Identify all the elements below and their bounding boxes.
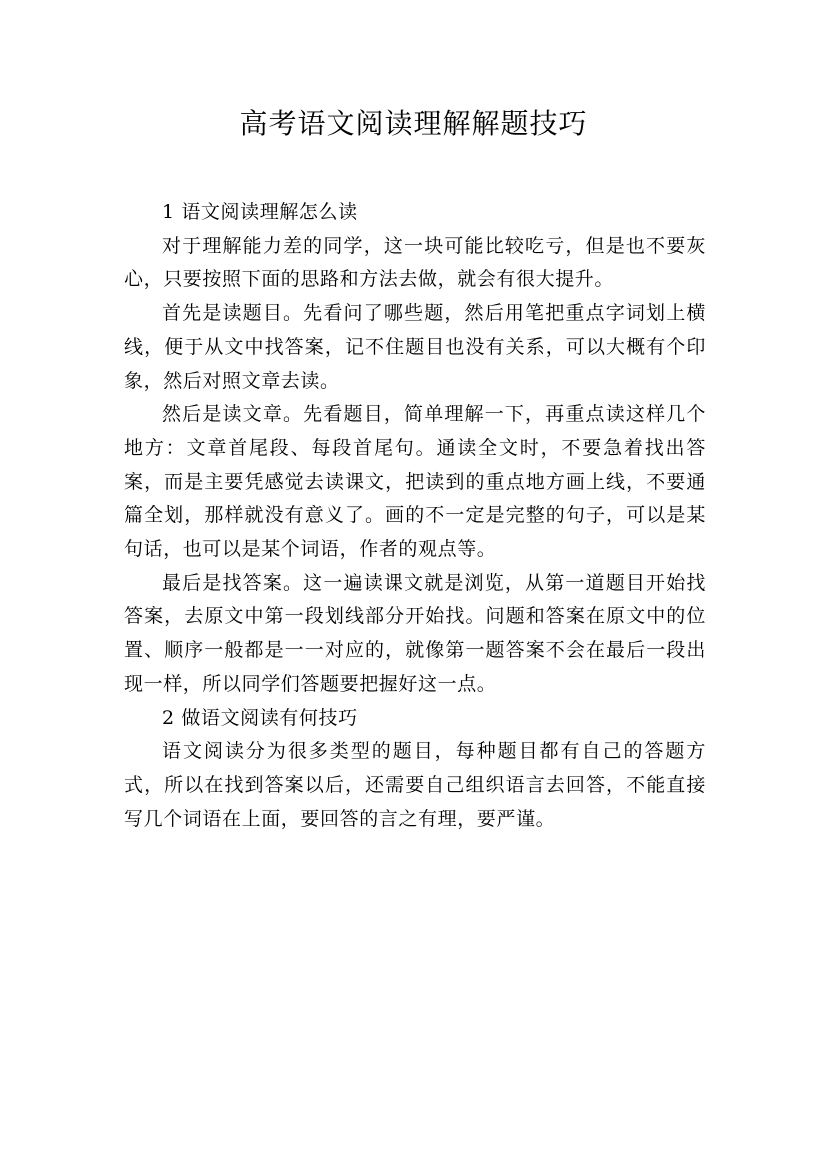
section-heading-1: 1 语文阅读理解怎么读	[162, 201, 358, 223]
paragraph: 对于理解能力差的同学，这一块可能比较吃亏，但是也不要灰心，只要按照下面的思路和方法去做，就会有很大提升。	[124, 234, 706, 291]
section-heading-2: 2 做语文阅读有何技巧	[162, 706, 358, 729]
document-body	[124, 196, 706, 836]
paragraph: 然后是读文章。先看题目，简单理解一下，再重点读这样几个地方：文章首尾段、每段首尾句。通读全文时，不要急着找出答案，而是主要凭感觉去读课文，把读到的重点地方画上线，不要通篇全划，那样就没有意义了。画的不一定是完整的句子，可以是某句话，也可以是某个词语，作者的观点等。	[124, 403, 706, 561]
paragraph: 语文阅读分为很多类型的题目，每种题目都有自己的答题方式，所以在找到答案以后，还需要自己组织语言去回答，不能直接写几个词语在上面，要回答的言之有理，要严谨。	[124, 740, 706, 830]
paragraph: 首先是读题目。先看问了哪些题，然后用笔把重点字词划上横线，便于从文中找答案，记不住题目也没有关系，可以大概有个印象，然后对照文章去读。	[124, 302, 706, 392]
document-title: 高考语文阅读理解解题技巧	[239, 107, 588, 140]
paragraph: 最后是找答案。这一遍读课文就是浏览，从第一道题目开始找答案，去原文中第一段划线部分开始找。问题和答案在原文中的位置、顺序一般都是一一对应的，就像第一题答案不会在最后一段出现一样，所以同学们答题要把握好这一点。	[124, 571, 706, 695]
